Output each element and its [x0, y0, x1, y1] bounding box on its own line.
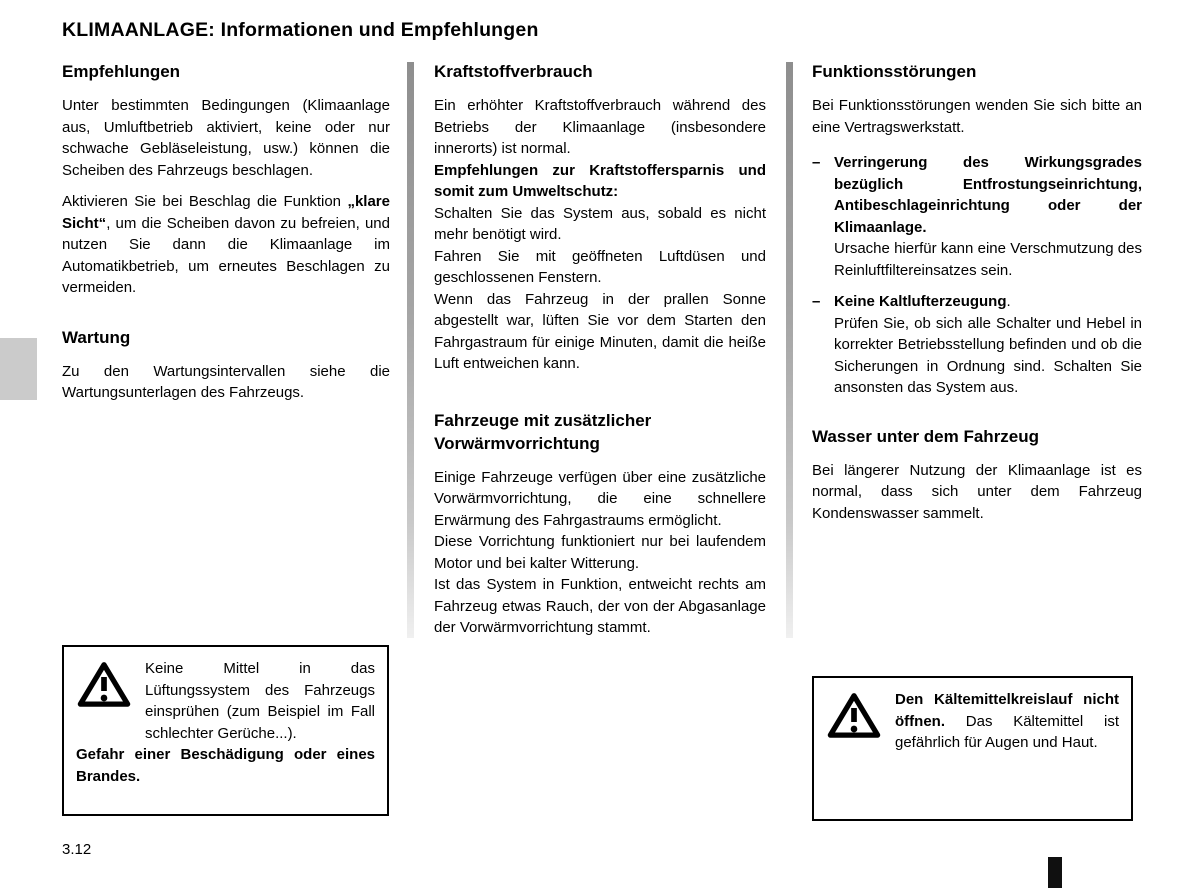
list-item-bold-text: Verringerung des Wirkungsgrades bezüglich Entfrostungseinrichtung, Antibeschlageinrichtung oder der Klimaanlage.	[834, 154, 1142, 236]
column-left	[62, 60, 390, 414]
column-middle	[434, 60, 766, 639]
column-divider	[407, 62, 414, 638]
warning-row	[826, 689, 1119, 754]
text-run: , um die Scheiben davon zu befreien, und nutzen Sie dann die Klimaanlage im Automatikbetrieb, um erneutes Beschlagen zu vermeiden.	[62, 214, 390, 296]
paragraph: Zu den Wartungsintervallen siehe die Wartungsunterlagen des Fahrzeugs.	[62, 362, 390, 401]
list-item-text: Ursache hierfür kann eine Verschmutzung des Reinluftfiltereinsatzes sein.	[834, 240, 1142, 279]
text-run: Aktivieren Sie bei Beschlag die Funktion	[62, 193, 348, 210]
heading-empfehlungen: Empfehlungen	[62, 62, 181, 81]
paragraph: Bei Funktionsstörungen wenden Sie sich bitte an eine Vertragswerkstatt.	[812, 97, 1142, 136]
paragraph: Ist das System in Funktion, entweicht rechts am Fahrzeug etwas Rauch, der von der Abgasanlage der Vorwärmvorrichtung stammt.	[434, 576, 766, 636]
list-item-body	[834, 291, 1142, 399]
heading-funktionsstoerungen: Funktionsstörungen	[812, 62, 977, 81]
section-side-tab	[0, 338, 37, 400]
dash-bullet: –	[812, 293, 821, 310]
page-title: KLIMAANLAGE: Informationen und Empfehlungen	[62, 19, 539, 41]
page-corner-marker	[1048, 857, 1062, 888]
list-item-body	[834, 152, 1142, 281]
warning-box-ventilation	[62, 645, 389, 816]
warning-triangle-icon	[76, 658, 132, 710]
text-run-bold: Den Kältemittelkreislauf nicht öffnen.	[895, 691, 1119, 730]
warning-row	[76, 658, 375, 744]
heading-vorwaermvorrichtung: Fahrzeuge mit zusätzlicher Vorwärmvorrichtung	[434, 410, 652, 453]
paragraph: Ein erhöhter Kraftstoffverbrauch während des Betriebs der Klimaanlage (insbesondere innerorts) ist normal.	[434, 97, 766, 157]
list-item-text: Prüfen Sie, ob sich alle Schalter und Hebel in korrekter Betriebsstellung befinden und ob die Sicherungen in Ordnung sind. Schalten Sie ansonsten das System aus.	[834, 314, 1142, 396]
warning-text: Keine Mittel in das Lüftungssystem des Fahrzeugs einsprühen (zum Beispiel im Fall schlechter Gerüche...).	[145, 660, 375, 742]
dash-bullet: –	[812, 154, 821, 171]
page-number: 3.12	[62, 841, 92, 858]
paragraph: Diese Vorrichtung funktioniert nur bei laufendem Motor und bei kalter Witterung.	[434, 533, 766, 572]
column-divider	[786, 62, 793, 638]
text-run: .	[1006, 293, 1011, 310]
warning-bold-text: Gefahr einer Beschädigung oder eines Brandes.	[76, 746, 375, 785]
list-item	[812, 291, 1142, 399]
text-run: Das Kältemittel ist gefährlich für Augen und Haut.	[895, 712, 1119, 751]
text-run-bold: „klare Sicht“	[62, 193, 390, 232]
paragraph: Schalten Sie das System aus, sobald es nicht mehr benötigt wird.	[434, 204, 766, 243]
text-run-bold: Keine Kaltlufterzeugung	[834, 293, 1007, 310]
list-item	[812, 152, 1142, 281]
paragraph: Einige Fahrzeuge verfügen über eine zusätzliche Vorwärmvorrichtung, die eine schnellere Erwärmung des Fahrgastraums ermöglicht.	[434, 468, 766, 529]
heading-kraftstoffverbrauch: Kraftstoffverbrauch	[434, 62, 593, 81]
warning-box-refrigerant	[812, 676, 1133, 821]
heading-wartung: Wartung	[62, 327, 131, 347]
paragraph: Fahren Sie mit geöffneten Luftdüsen und geschlossenen Fenstern.	[434, 247, 766, 286]
warning-triangle-icon	[826, 689, 882, 741]
paragraph-bold: Empfehlungen zur Kraftstoffersparnis und somit zum Umweltschutz:	[434, 161, 766, 200]
paragraph	[62, 191, 390, 299]
list-item-bold-text	[834, 291, 1142, 313]
paragraph: Unter bestimmten Bedingungen (Klimaanlage aus, Umluftbetrieb aktiviert, keine oder nur schwache Gebläseleistung, usw.) können die Scheiben des Fahrzeugs beschlagen.	[62, 97, 390, 179]
warning-text	[895, 689, 1119, 754]
heading-wasser: Wasser unter dem Fahrzeug	[812, 426, 1040, 446]
paragraph: Bei längerer Nutzung der Klimaanlage ist es normal, dass sich unter dem Fahrzeug Kondenswasser sammelt.	[812, 461, 1142, 522]
column-right	[812, 60, 1142, 534]
paragraph: Wenn das Fahrzeug in der prallen Sonne abgestellt war, lüften Sie vor dem Starten den Fahrgastraum für einige Minuten, damit die heiße Luft entweichen kann.	[434, 290, 766, 372]
